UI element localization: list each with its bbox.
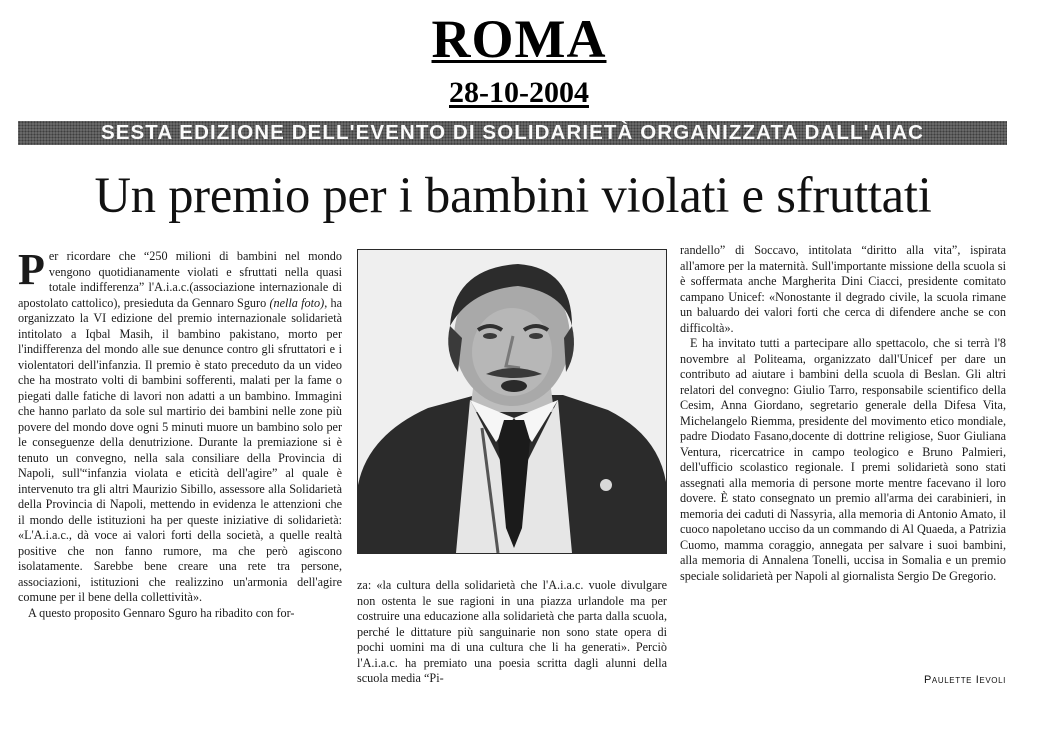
kicker-banner: SESTA EDIZIONE DELL'EVENTO DI SOLIDARIETÀ ORGANIZZATA DALL'AIAC [18,121,1007,145]
column1-text-rest: , ha organizzato la VI edizione del premio internazionale solidarietà intitolato a Iqbal Masih, il bambino pakistano, morto per l'indifferenza del mondo alle sue denunce contro gli sfruttatori e i violentatori dell'infanzia. Il premio è stato preceduto da un video che ha mostrato volti di bambini sofferenti, malati per la fame o piegati dalle fatiche di lavori non adatti a un bambino. Immagini che hanno parlato da sole sul martirio dei bambini nelle zone più povere del mondo dove ogni 5 minuti muore un bambino solo per le conseguenze della denutrizione. Durante la premiazione si è tenuto un convegno, nella sala consiliare della Provincia di Napoli, sull'“infanzia violata e eticità dell'agire” al quale è intervenuto tra gli altri Maurizio Sibillo, assessore alla Solidarietà della Provincia di Napoli, mettendo in evidenza le attenzioni che il mondo delle istituzioni ha per queste iniziative di solidarietà: «L'A.i.a.c., dà voce ai valori forti della società, a quelle realtà positive che non fanno rumore, ma che però agiscono isolatamente. Sarebbe bene creare una rete tra persone, associazioni, istituzioni che realizzino un'armonia dell'agire comune per il bene della collettività». [18,295,342,604]
author-byline: Paulette Ievoli [923,674,1006,686]
masthead-date: 28-10-2004 [449,76,589,109]
column3-paragraph-1: randello” di Soccavo, intitolata “diritto alla vita”, ispirata all'amore per la maternità. Sull'importante missione della scuola si è soffermata anche Margherita Dini Ciacci, presidente comitato campano Unicef: «Nonostante il degrado civile, la scuola rimane un baluardo dei valori forti che cerca di difendere anche se con difficoltà». [680,243,1006,335]
column1-paragraph-1 [18,249,342,606]
column1-text: er ricordare che “250 milioni di bambini nel mondo vengono quotidianamente violati e sfruttati nella quasi totale indifferenza” l'A.i.a.c.(associazione internazionale di apostolato cattolico), presieduta da Gennaro Sguro [18,249,342,310]
masthead-city: ROMA [431,9,607,69]
column1-paragraph-2: A questo proposito Gennaro Sguro ha ribadito con for- [28,605,295,620]
article-column-3 [680,243,1006,691]
article-headline: Un premio per i bambini violati e sfruttati [94,167,932,223]
column3-paragraph-2: E ha invitato tutti a partecipare allo spettacolo, che si terrà l'8 novembre al Politeama, organizzato dall'Unicef per dare un contributo ad aiutare i bambini della scuola di Beslan. Gli altri relatori del convegno: Giulio Tarro, responsabile scientifico della Cesim, Anna Giordano, segretario generale della Difesa Vita, Michelangelo Riemma, presidente del movimento etico mondiale, padre Diodato Fasano,docente di dottrine religiose, Suor Giuliana Ventura, ricercatrice in campo teologico e Bruno Palmieri, dell'ufficio scolastico regionale. I premi solidarietà sono stati assegnati alla memoria di persone morte mentre facevano il loro dovere. È stato consegnato un premio all'arma dei carabinieri, in memoria dei caduti di Nassyria, alla memoria di Antonio Amato, il cuoco napoletano ucciso da un commando di Al Quaeda, a Patrizia Cuomo, mamma coraggio, annegata per salvare i suoi bambini, alla memoria di Annalena Tonelli, uccisa in Somalia e un premio speciale solidarietà per Napoli al giornalista Sergio De Gregorio. [680,336,1006,583]
portrait-photo [357,249,667,554]
photo-caption-ref: (nella foto) [269,295,325,310]
drop-cap: P [18,249,45,294]
column2-paragraph-1: za: «la cultura della solidarietà che l'A.i.a.c. vuole divulgare non ostenta le sue ragioni in una piazza urlandole ma per costruire una educazione alla solidarietà che parta dalla scuola, perché le dittature più sanguinarie non sono state opera di pochi uomini ma di una cultura che li ha generati». Perciò l'A.i.a.c. ha premiato una poesia scritta dagli alunni della scuola media “Pi- [357,578,667,685]
article-column-1 [18,249,342,689]
article-column-2 [357,578,667,692]
